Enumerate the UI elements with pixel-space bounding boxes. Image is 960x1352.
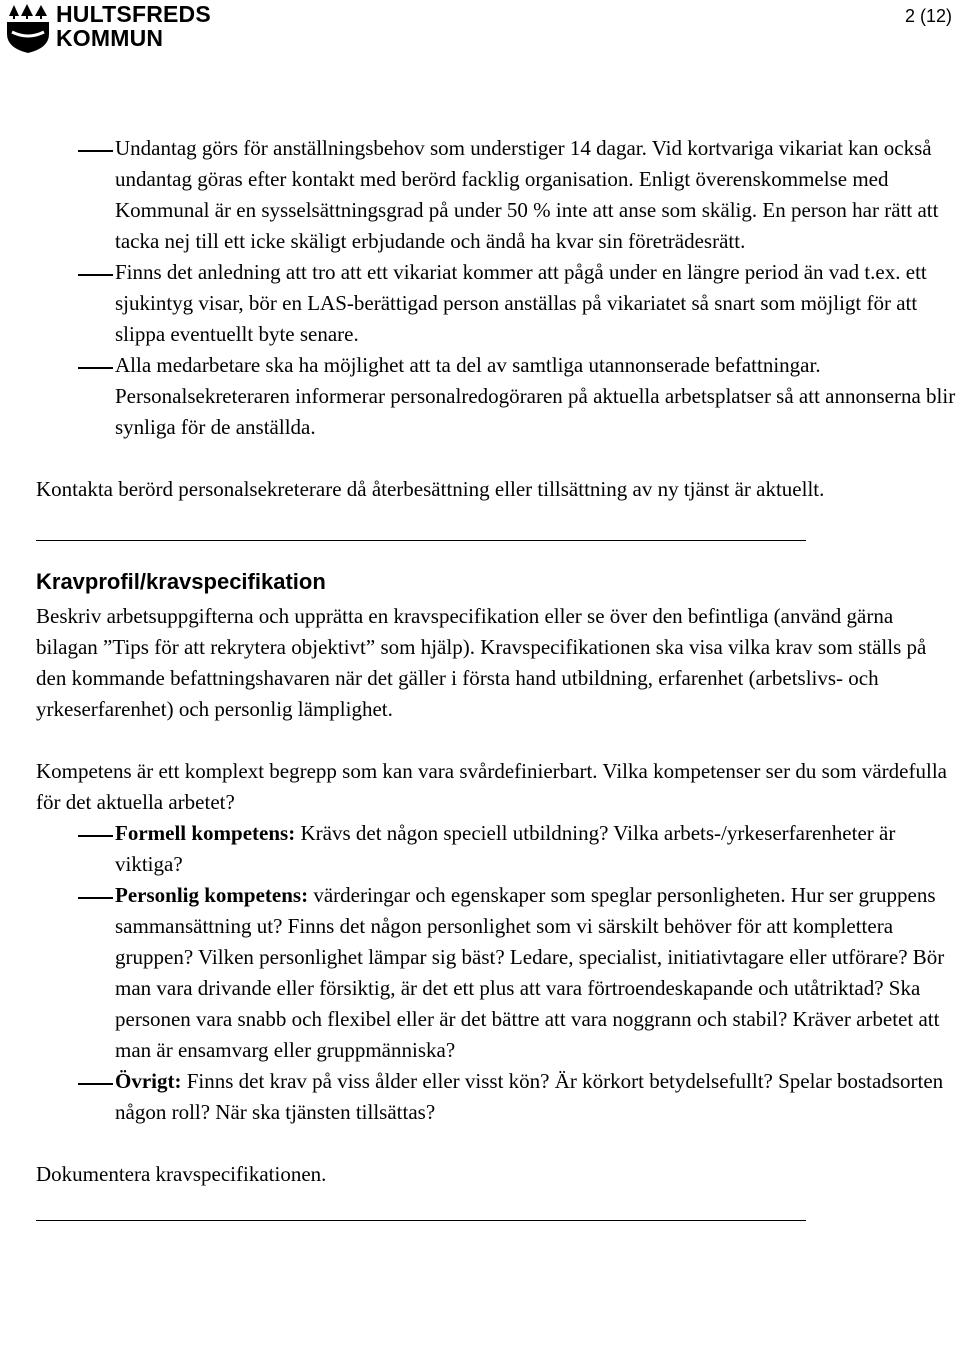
dash-bullet-icon bbox=[78, 274, 113, 276]
list-item-text: Alla medarbetare ska ha möjlighet att ta del av samtliga utannonserade befattningar. Personalsekreteraren informerar personalredogöraren på aktuella arbetsplatser så att annonserna blir synliga för de anställda. bbox=[115, 353, 956, 439]
item-label: Formell kompetens: bbox=[115, 821, 296, 845]
logo-wordmark bbox=[56, 2, 211, 50]
dash-bullet-icon bbox=[78, 1083, 113, 1085]
dash-bullet-icon bbox=[78, 150, 113, 152]
section-divider bbox=[36, 1220, 806, 1221]
page-number: 2 (12) bbox=[904, 6, 952, 26]
item-text: Krävs det någon speciell utbildning? Vilka arbets-/yrkeserfarenheter är viktiga? bbox=[115, 821, 896, 876]
municipality-logo bbox=[4, 2, 214, 58]
item-text: värderingar och egenskaper som speglar personligheten. Hur ser gruppens sammansättning ut? Finns det någon personlighet som vi särskilt behöver för att komplettera gruppen? Vilken personlighet lämpar sig bäst? Ledare, specialist, initiativtagare eller utförare? Bör man vara drivande eller försiktig, är det ett plus att vara förtroendeskapande och utåtriktad? Ska personen vara snabb och flexibel eller är det bättre att vara noggrann och stabil? Kräver arbetet att man är ensamvarg eller gruppmänniska? bbox=[115, 883, 945, 1062]
section-divider bbox=[36, 540, 806, 541]
dash-bullet-icon bbox=[78, 835, 113, 837]
list-item bbox=[36, 1066, 958, 1128]
list-item-text: Undantag görs för anställningsbehov som understiger 14 dagar. Vid kortvariga vikariat kan också undantag göras efter kontakt med berörd facklig organisation. Enligt överenskommelse med Kommunal är en sysselsättningsgrad på under 50 % inte att anse som skälig. En person har rätt att tacka nej till ett icke skäligt erbjudande och ändå ha kvar sin företrädesrätt. bbox=[115, 136, 939, 253]
list-item-text: Finns det anledning att tro att ett vikariat kommer att pågå under en längre period än vad t.ex. ett sjukintyg visar, bör en LAS-berättigad person anställas på vikariatet så snart som möjligt för att slippa eventuellt byte senare. bbox=[115, 260, 927, 346]
competence-paragraph: Kompetens är ett komplext begrepp som kan vara svårdefinierbart. Vilka kompetenser ser du som värdefulla för det aktuella arbetet? bbox=[36, 759, 947, 814]
list-item bbox=[36, 818, 958, 880]
list-item bbox=[36, 880, 958, 1066]
list-item bbox=[36, 350, 958, 443]
logo-line-1: HULTSFREDS bbox=[56, 1, 211, 27]
intro-paragraph: Beskriv arbetsuppgifterna och upprätta en kravspecifikation eller se över den befintliga (använd gärna bilagan ”Tips för att rekrytera objektivt” som hjälp). Kravspecifikationen ska visa vilka krav som ställs på den kommande befattningshavaren när det gäller i första hand utbildning, erfarenhet (arbetslivs- och yrkeserfarenhet) och personlig lämplighet. bbox=[36, 604, 927, 721]
item-label: Övrigt: bbox=[115, 1069, 182, 1093]
dash-bullet-icon bbox=[78, 367, 113, 369]
item-text: Finns det krav på viss ålder eller visst kön? Är körkort betydelsefullt? Spelar bostadsorten någon roll? När ska tjänsten tillsättas? bbox=[115, 1069, 944, 1124]
dash-bullet-icon bbox=[78, 897, 113, 899]
document-instruction: Dokumentera kravspecifikationen. bbox=[36, 1162, 327, 1186]
document-body bbox=[36, 133, 958, 1221]
item-label: Personlig kompetens: bbox=[115, 883, 309, 907]
coat-of-arms-icon bbox=[4, 2, 52, 54]
list-item bbox=[36, 133, 958, 257]
rules-list bbox=[36, 133, 958, 443]
logo-line-2: KOMMUN bbox=[56, 25, 164, 51]
section-heading: Kravprofil/kravspecifikation bbox=[36, 569, 326, 594]
list-item bbox=[36, 257, 958, 350]
contact-paragraph: Kontakta berörd personalsekreterare då återbesättning eller tillsättning av ny tjänst är aktuellt. bbox=[36, 477, 825, 501]
competence-list bbox=[36, 818, 958, 1128]
